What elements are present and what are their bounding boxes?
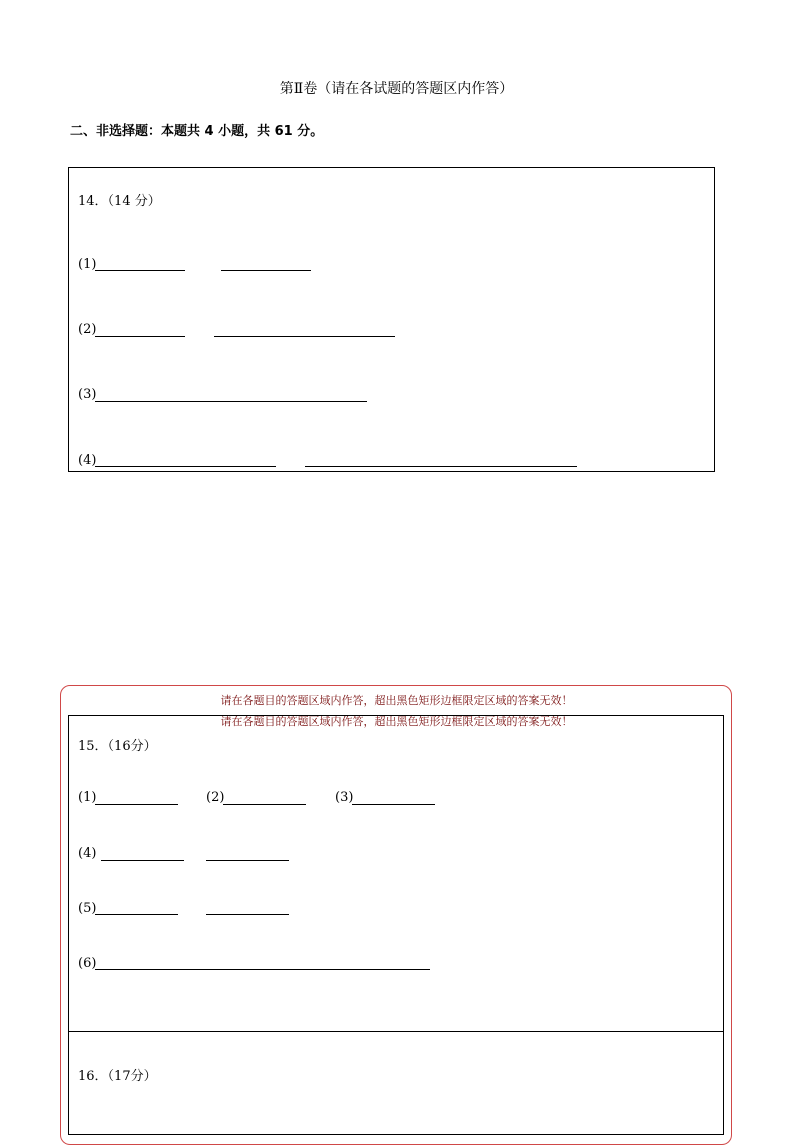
q15-item-4-blank-a[interactable] xyxy=(101,860,184,861)
q14-item-1-blank-a[interactable] xyxy=(95,270,185,271)
q15-item-5-label: (5) xyxy=(78,901,97,916)
q14-item-4-label: (4) xyxy=(78,453,97,468)
q14-item-4-blank-a[interactable] xyxy=(95,466,276,467)
q15-item-3-label: (3) xyxy=(335,790,354,805)
q15-item-4-blank-b[interactable] xyxy=(206,860,289,861)
q15-item-2-label: (2) xyxy=(206,790,225,805)
question-15-heading: 15．（16分） xyxy=(78,739,157,754)
page-title: 第Ⅱ卷（请在各试题的答题区内作答） xyxy=(279,81,514,97)
q15-item-5-blank-a[interactable] xyxy=(95,914,178,915)
q15-item-2-blank[interactable] xyxy=(223,804,306,805)
question-14-answer-box xyxy=(68,167,715,472)
question-16-heading: 16．（17分） xyxy=(78,1069,157,1084)
q14-item-2-blank-a[interactable] xyxy=(95,336,185,337)
q14-item-3-label: (3) xyxy=(78,387,97,402)
q15-item-4-label: (4) xyxy=(78,846,97,861)
q15-item-1-blank[interactable] xyxy=(95,804,178,805)
q15-item-3-blank[interactable] xyxy=(352,804,435,805)
answer-region-warning: 请在各题目的答题区域内作答，超出黑色矩形边框限定区域的答案无效！ xyxy=(220,694,573,707)
q15-item-6-label: (6) xyxy=(78,956,97,971)
q15-item-5-blank-b[interactable] xyxy=(206,914,289,915)
question-14-heading: 14．（14 分） xyxy=(78,194,161,209)
q14-item-1-blank-b[interactable] xyxy=(221,270,311,271)
question-15-16-answer-box xyxy=(68,715,724,1135)
q15-item-6-blank[interactable] xyxy=(95,969,430,970)
q14-item-4-blank-b[interactable] xyxy=(305,466,577,467)
q14-item-2-label: (2) xyxy=(78,322,97,337)
question-divider xyxy=(68,1031,724,1032)
section-heading: 二、非选择题：本题共 4 小题，共 61 分。 xyxy=(70,124,324,139)
q14-item-1-label: (1) xyxy=(78,257,97,272)
q14-item-3-blank[interactable] xyxy=(95,401,367,402)
answer-region-warning-echo: 请在各题目的答题区域内作答，超出黑色矩形边框限定区域的答案无效！ xyxy=(220,715,573,728)
q15-item-1-label: (1) xyxy=(78,790,97,805)
q14-item-2-blank-b[interactable] xyxy=(214,336,395,337)
